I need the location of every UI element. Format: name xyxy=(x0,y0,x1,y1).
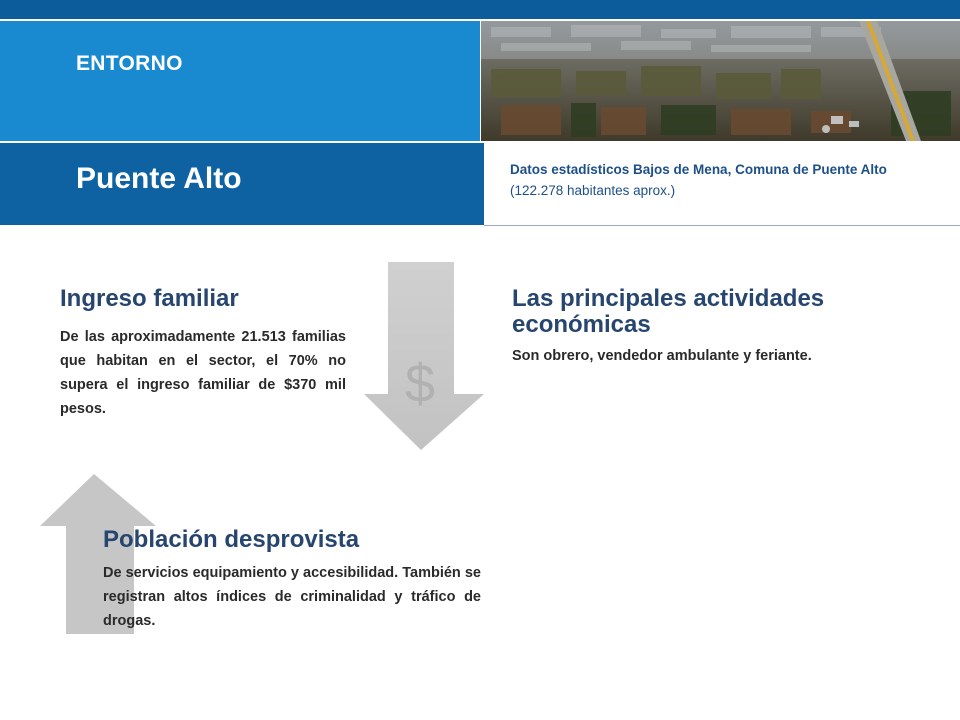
stats-divider xyxy=(484,225,960,226)
aerial-photo xyxy=(481,21,960,141)
dollar-down-arrow-icon xyxy=(364,262,484,457)
top-bar xyxy=(0,0,960,19)
activities-text: Son obrero, vendedor ambulante y feriante. xyxy=(512,348,812,364)
city-title-panel xyxy=(0,143,484,225)
dollar-glyph: $ xyxy=(404,354,436,414)
activities-heading-line1: Las principales actividades xyxy=(512,285,825,312)
income-text: De las aproximadamente 21.513 familias que habitan en el sector, el 70% no supera el ingreso familiar de $370 mil pesos. xyxy=(60,329,346,417)
page-title: Puente Alto xyxy=(76,162,242,195)
aerial-photo-illustration xyxy=(481,21,960,141)
income-heading: Ingreso familiar xyxy=(60,285,239,312)
section-label: ENTORNO xyxy=(76,52,183,75)
activities-heading-line2: económicas xyxy=(512,311,651,338)
population-text: De servicios equipamiento y accesibilidad. También se registran altos índices de criminalidad y tráfico de drogas. xyxy=(103,565,481,629)
stats-subtitle: (122.278 habitantes aprox.) xyxy=(510,183,676,198)
population-heading: Población desprovista xyxy=(103,526,360,553)
stats-title: Datos estadísticos Bajos de Mena, Comuna de Puente Alto xyxy=(510,162,887,177)
section-header-panel xyxy=(0,21,480,141)
